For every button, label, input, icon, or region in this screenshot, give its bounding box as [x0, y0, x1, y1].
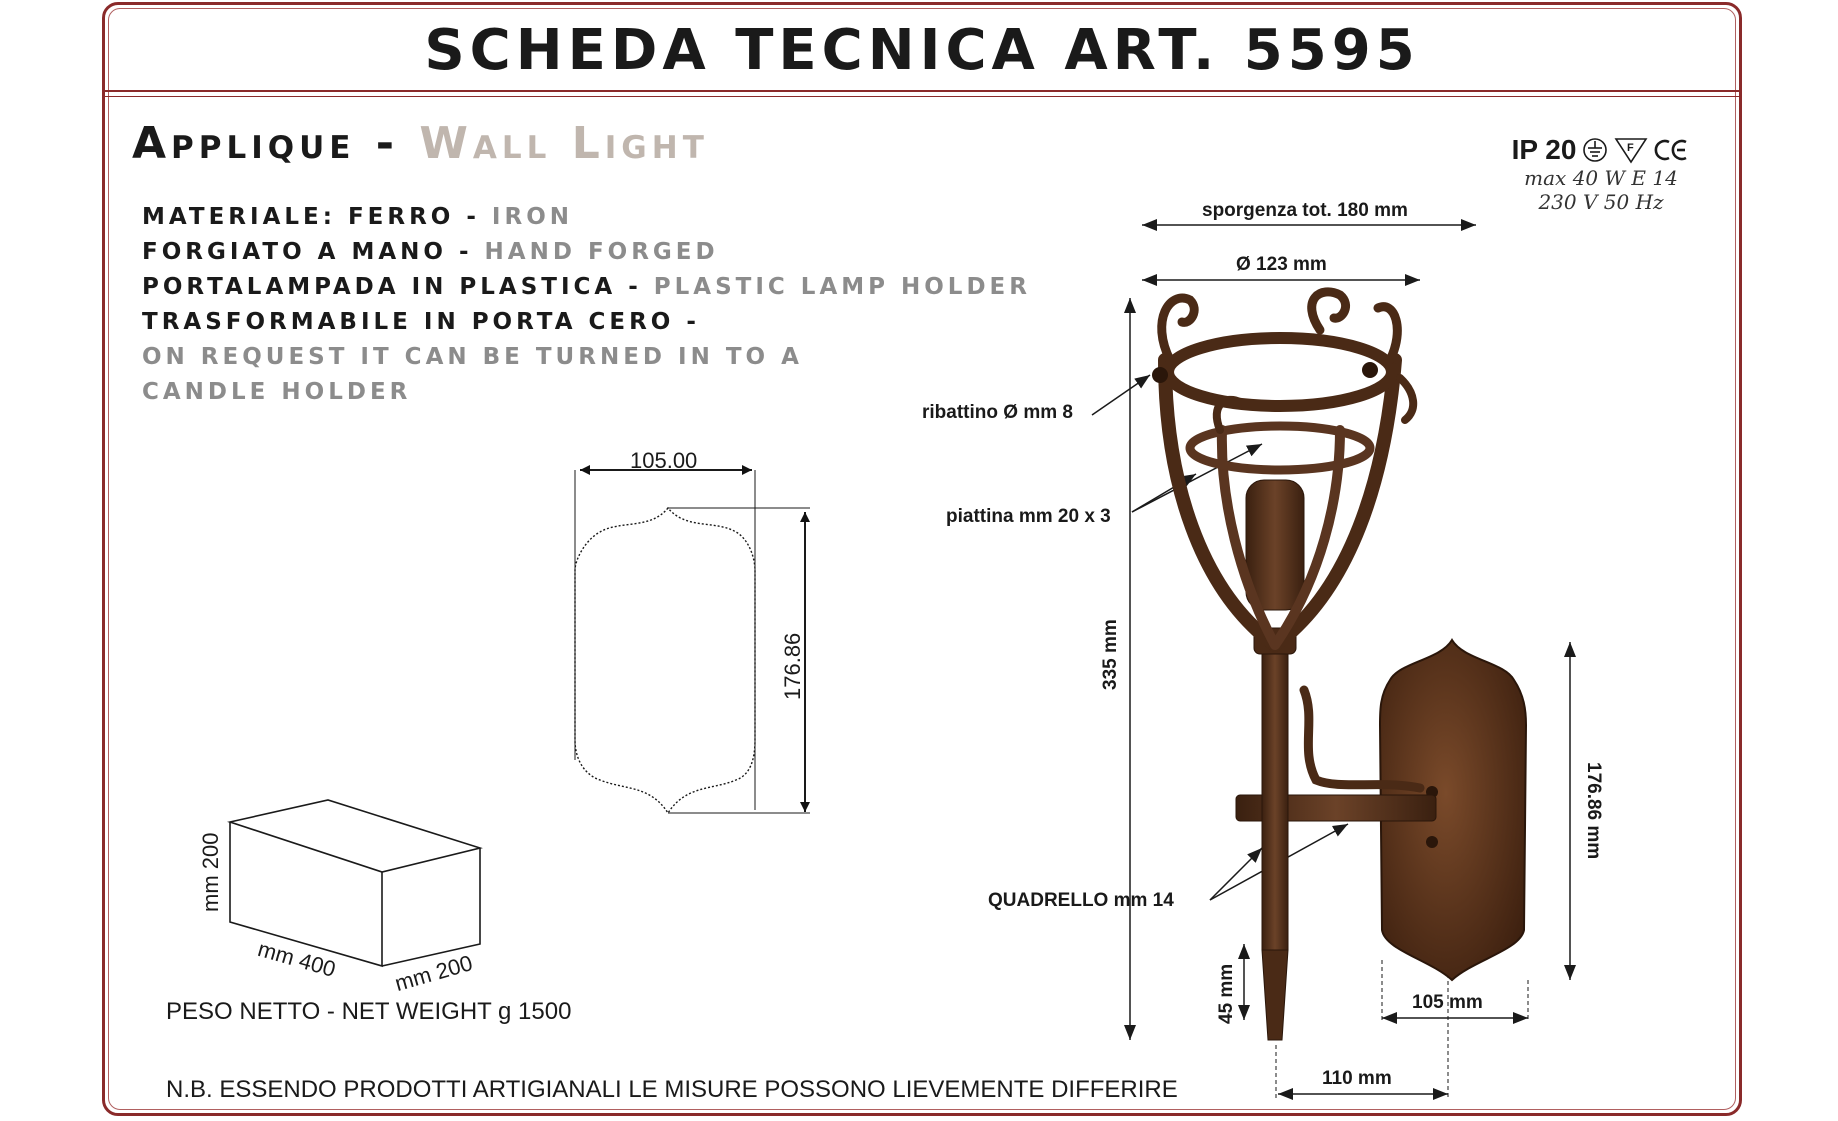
plate-width-label: 105.00	[630, 448, 698, 473]
disclaimer-note: N.B. ESSENDO PRODOTTI ARTIGIANALI LE MISURE POSSONO LIEVEMENTE DIFFERIRE	[166, 1076, 1178, 1103]
box-height-label: mm 200	[198, 832, 223, 912]
spec-en: HAND FORGED	[484, 239, 719, 265]
strip-label: piattina mm 20 x 3	[946, 506, 1111, 527]
plate-width-dimension-label: 105 mm	[1412, 992, 1483, 1013]
rivet-label: ribattino Ø mm 8	[922, 402, 1073, 423]
rating-line-2: 230 V 50 Hz	[1538, 190, 1664, 214]
subtitle-italian: Applique -	[132, 118, 400, 169]
wall-light-illustration	[1152, 292, 1526, 1040]
spec-en: CANDLE HOLDER	[142, 379, 412, 405]
svg-text:F: F	[1627, 142, 1635, 154]
page-title: SCHEDA TECNICA ART. 5595	[424, 17, 1420, 83]
plate-outline-drawing	[575, 470, 810, 813]
tip-length-label: 45 mm	[1216, 963, 1237, 1024]
spec-it: TRASFORMABILE IN PORTA CERO -	[142, 309, 700, 335]
depth-dimension-label: 110 mm	[1322, 1068, 1392, 1089]
box-depth-label: mm 200	[392, 950, 476, 997]
ip-rating: IP 20	[1511, 134, 1577, 165]
subtitle-english: Wall Light	[419, 118, 709, 169]
spec-it: MATERIALE: FERRO -	[142, 204, 480, 230]
projection-label: sporgenza tot. 180 mm	[1202, 200, 1408, 221]
spec-en: IRON	[491, 204, 573, 230]
spec-it: FORGIATO A MANO -	[142, 239, 473, 265]
total-height-label: 335 mm	[1100, 619, 1121, 690]
spec-en: PLASTIC LAMP HOLDER	[653, 274, 1031, 300]
square-bar-label: QUADRELLO mm 14	[988, 890, 1174, 911]
diameter-label: Ø 123 mm	[1236, 254, 1327, 275]
net-weight: PESO NETTO - NET WEIGHT g 1500	[166, 998, 572, 1025]
spec-it: PORTALAMPADA IN PLASTICA -	[142, 274, 642, 300]
plate-height-dimension-label: 176.86 mm	[1583, 762, 1604, 860]
rating-line-1: max 40 W E 14	[1524, 166, 1678, 190]
spec-en: ON REQUEST IT CAN BE TURNED IN TO A	[142, 344, 803, 370]
plate-height-label: 176.86	[780, 632, 805, 700]
box-length-label: mm 400	[255, 936, 339, 982]
